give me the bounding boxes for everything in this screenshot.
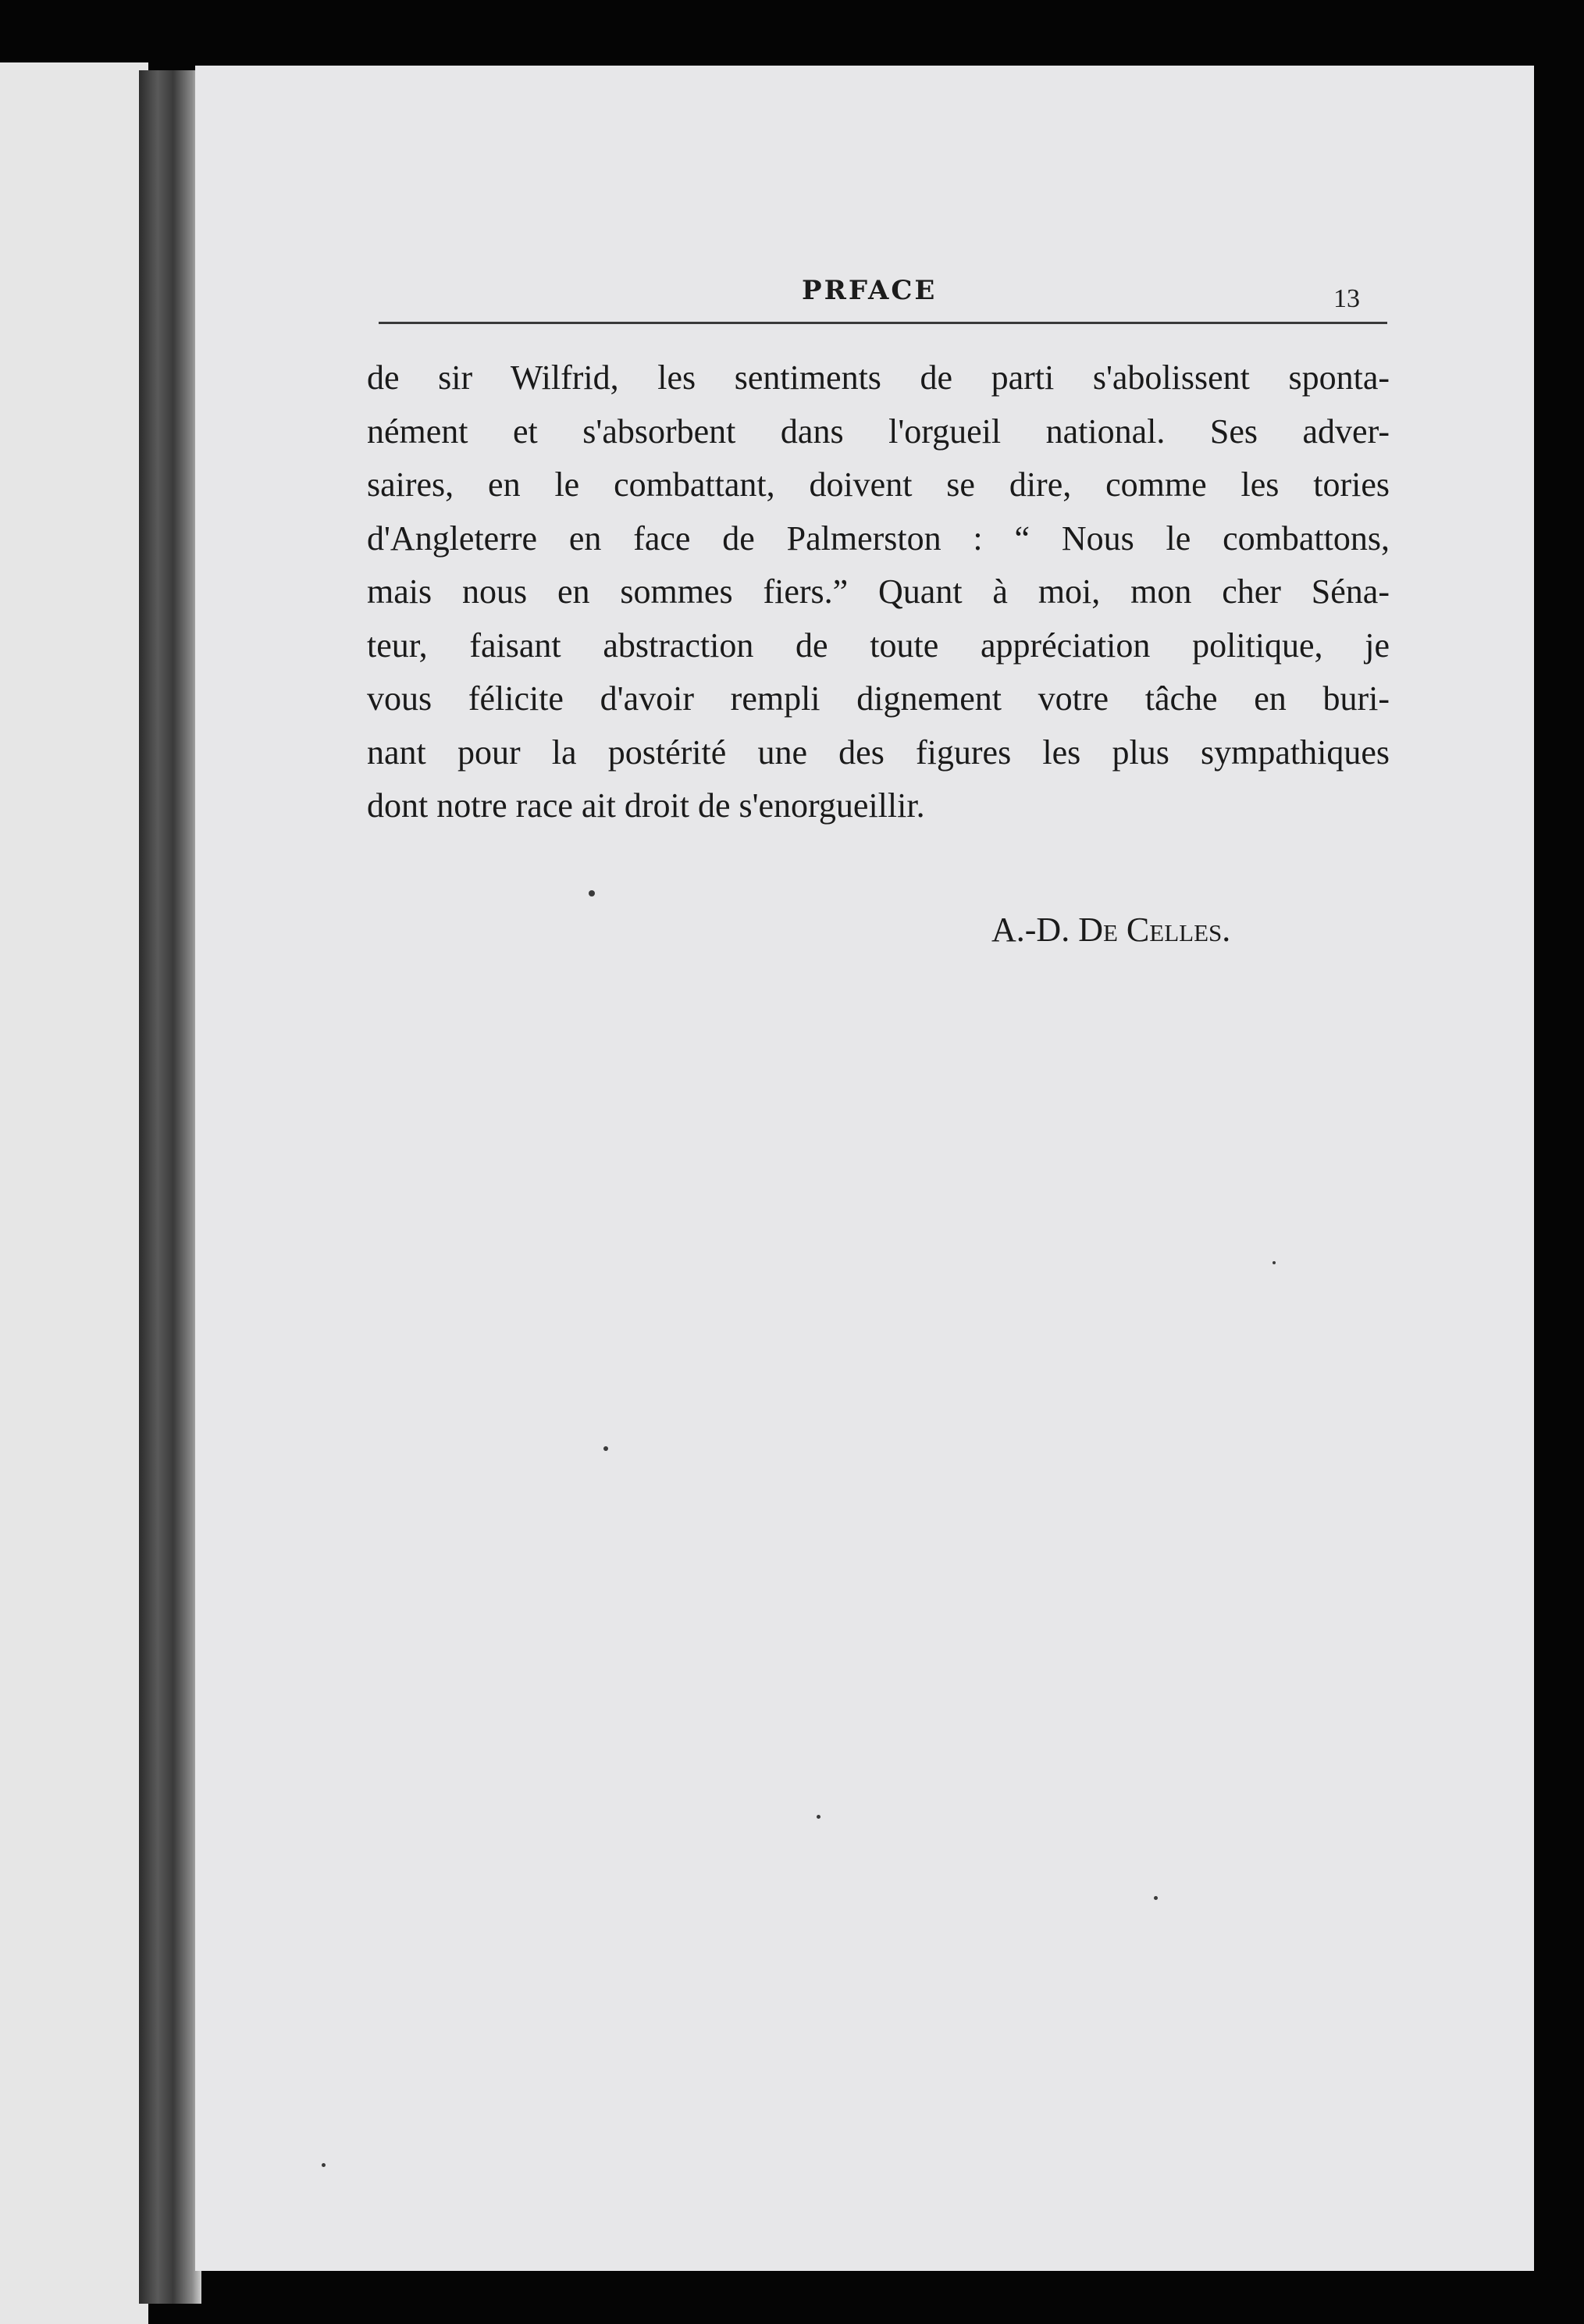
signature-initials: A.-D.: [991, 911, 1070, 949]
text-line: nément et s'absorbent dans l'orgueil national. Ses adver-: [367, 412, 1390, 451]
text-line: saires, en le combattant, doivent se dire, comme les tories: [367, 465, 1390, 504]
dust-speck: [817, 1815, 820, 1819]
page-header: [375, 206, 1390, 339]
dust-speck: [603, 1446, 608, 1451]
body-paragraph: [367, 351, 1390, 833]
dust-speck: [1273, 1261, 1276, 1264]
text-line: teur, faisant abstraction de toute appréciation politique, je: [367, 626, 1390, 665]
text-line: mais nous en sommes fiers.” Quant à moi, mon cher Séna-: [367, 572, 1390, 611]
page-number: 13: [1333, 284, 1360, 313]
text-line: d'Angleterre en face de Palmerston : “ Nous le combattons,: [367, 519, 1390, 558]
text-line: nant pour la postérité une des figures les plus sympathiques: [367, 732, 1390, 772]
left-page-edge: [0, 62, 148, 2324]
text-line: de sir Wilfrid, les sentiments de parti s'abolissent sponta-: [367, 358, 1390, 397]
dust-speck: [322, 2163, 326, 2167]
header-rule: [379, 322, 1387, 324]
dust-speck: [589, 890, 595, 896]
running-title: PRFACE: [802, 275, 938, 306]
dust-speck: [1154, 1896, 1158, 1900]
signature: [991, 910, 1230, 950]
text-line: dont notre race ait droit de s'enorgueillir.: [367, 786, 925, 825]
book-gutter: [139, 70, 201, 2304]
signature-name: De Celles.: [1078, 911, 1231, 949]
text-line: vous félicite d'avoir rempli dignement votre tâche en buri-: [367, 679, 1390, 718]
